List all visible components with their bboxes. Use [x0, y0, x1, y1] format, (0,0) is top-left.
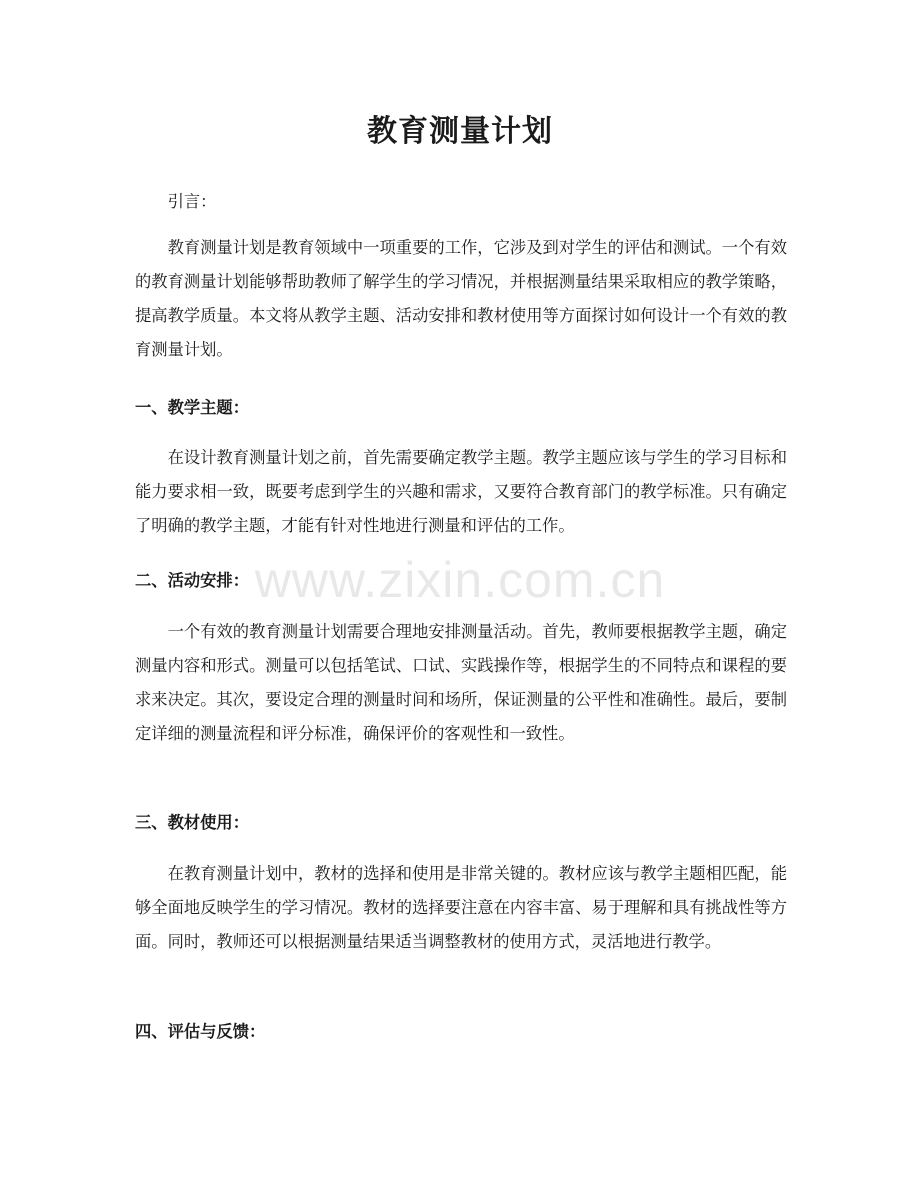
watermark: www.zixin.com.cn: [254, 552, 666, 608]
section-paragraph-teaching-theme: 在设计教育测量计划之前，首先需要确定教学主题。教学主题应该与学生的学习目标和能力要求相一致，既要考虑到学生的兴趣和需求，又要符合教育部门的教学标准。只有确定了明确的教学主题，才能有针对性地进行测量和评估的工作。: [135, 448, 787, 535]
intro-paragraph: 教育测量计划是教育领域中一项重要的工作，它涉及到对学生的评估和测试。一个有效的教育测量计划能够帮助教师了解学生的学习情况，并根据测量结果采取相应的教学策略，提高教学质量。本文将从教学主题、活动安排和教材使用等方面探讨如何设计一个有效的教育测量计划。: [135, 238, 787, 359]
section-heading-activity-arrangement: 二、活动安排：: [135, 571, 249, 590]
section-paragraph-activity-arrangement: 一个有效的教育测量计划需要合理地安排测量活动。首先，教师要根据教学主题，确定测量内容和形式。测量可以包括笔试、口试、实践操作等，根据学生的不同特点和课程的要求来决定。其次，要设定合理的测量时间和场所，保证测量的公平性和准确性。最后，要制定详细的测量流程和评分标准，确保评价的客观性和一致性。: [135, 622, 787, 743]
intro-label: 引言：: [167, 192, 217, 211]
section-heading-evaluation-feedback: 四、评估与反馈：: [135, 1022, 266, 1041]
section-heading-material-usage: 三、教材使用：: [135, 813, 249, 832]
section-heading-teaching-theme: 一、教学主题：: [135, 398, 249, 417]
document-title: 教育测量计划: [367, 114, 553, 149]
section-paragraph-material-usage: 在教育测量计划中，教材的选择和使用是非常关键的。教材应该与教学主题相匹配，能够全面地反映学生的学习情况。教材的选择要注意在内容丰富、易于理解和具有挑战性等方面。同时，教师还可以根据测量结果适当调整教材的使用方式，灵活地进行教学。: [135, 864, 787, 951]
